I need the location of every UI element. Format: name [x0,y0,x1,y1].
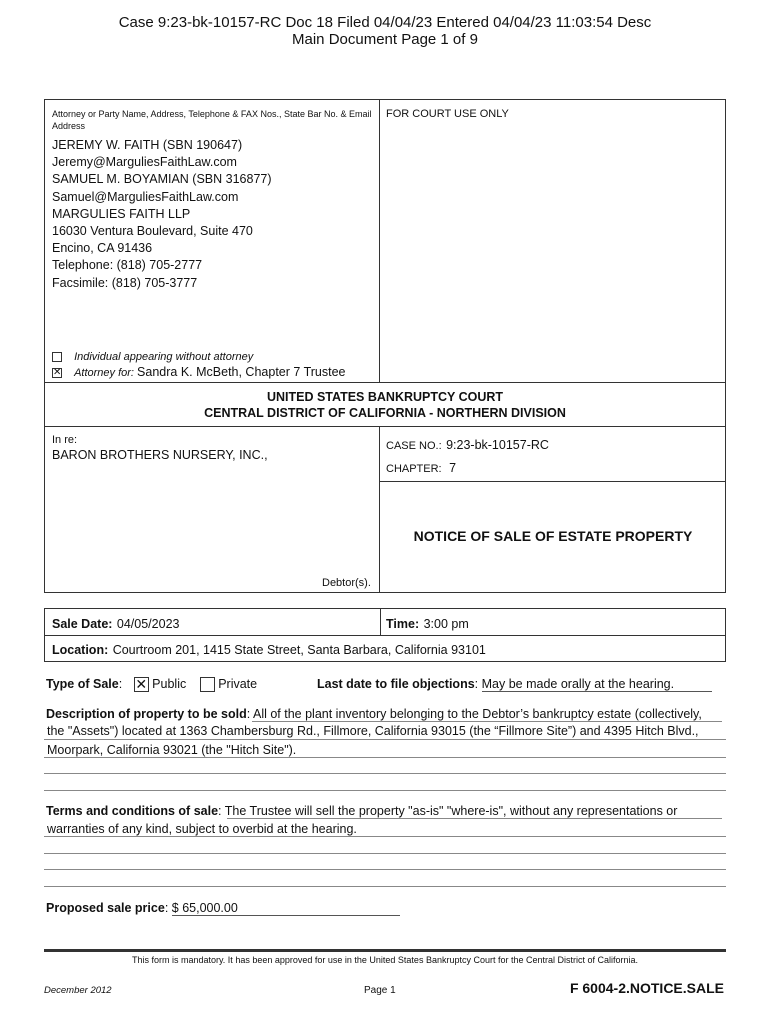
type-of-sale: Type of Sale: ✕ Public Private [46,676,258,693]
sale-location-value: Courtroom 201, 1415 State Street, Santa Barbara, California 93101 [112,643,486,657]
sale-date-label: Sale Date: [52,617,113,631]
in-re-label: In re: [52,434,78,446]
attorney-line: JEREMY W. FAITH (SBN 190647) [52,138,243,152]
attorney-for-option [52,365,346,379]
attorney-line: Samuel@MarguliesFaithLaw.com [52,189,239,204]
attorney-line: SAMUEL M. BOYAMIAN (SBN 316877) [52,172,272,187]
case-number-label: CASE NO.: [386,440,442,452]
description-label: Description of property to be sold [46,707,247,721]
sale-location [52,641,486,659]
attorney-line: Telephone: (818) 705-2777 [52,258,203,273]
case-header-line2: Main Document Page 1 of 9 [292,31,478,48]
sale-date [52,615,179,633]
chapter [386,459,456,477]
case-number-value: 9:23-bk-10157-RC [446,438,549,452]
attorney-for-value: Sandra K. McBeth, Chapter 7 Trustee [137,365,346,379]
terms-line-1: The Trustee will sell the property "as-is" "where-is", without any representations or [224,804,678,818]
attorney-for-label: Attorney for: [74,367,134,379]
form-id: F 6004-2.NOTICE.SALE [569,980,724,996]
attorney-line: Facsimile: (818) 705-3777 [52,275,198,290]
page-number: Page 1 [364,985,396,996]
notice-title: NOTICE OF SALE OF ESTATE PROPERTY [413,528,693,544]
terms-line-2: warranties of any kind, subject to overbid at the hearing. [47,822,357,836]
description-line-1: All of the plant inventory belonging to the Debtor’s bankruptcy estate (collectively, [252,707,702,721]
sale-time [386,615,469,633]
description-line-3: Moorpark, California 93021 (the "Hitch Site"). [47,743,297,757]
attorney-line: Jeremy@MarguliesFaithLaw.com [52,155,237,170]
chapter-value: 7 [449,461,457,475]
footer-rule [44,949,726,952]
court-use-label: FOR COURT USE ONLY [386,108,509,120]
attorney-info [52,137,272,292]
case-number [386,436,549,454]
debtor-label: Debtor(s). [322,577,371,589]
form-date: December 2012 [44,985,112,996]
objections-value: May be made orally at the hearing. [482,677,712,692]
terms-label: Terms and conditions of sale [46,804,219,818]
private-label: Private [218,677,258,691]
objections-label: Last date to file objections [317,677,475,691]
attorney-label: Attorney or Party Name, Address, Telephone & FAX Nos., State Bar No. & Email Address [52,109,372,131]
sale-date-value: 04/05/2023 [116,617,180,631]
attorney-line: MARGULIES FAITH LLP [52,206,191,221]
public-label: Public [152,677,187,691]
price-value: $ 65,000.00 [172,901,400,916]
court-name: UNITED STATES BANKRUPTCY COURT [266,390,504,404]
self-represented-option [52,351,253,363]
sale-location-label: Location: [52,643,109,657]
attorney-line: 16030 Ventura Boulevard, Suite 470 [52,224,253,239]
court-district: CENTRAL DISTRICT OF CALIFORNIA - NORTHERN DIVISION [204,406,566,420]
sale-time-label: Time: [386,617,420,631]
description: Description of property to be sold: All of the plant inventory belonging to the Debtor’s bankruptcy estate (collectively, [46,707,702,721]
description-line-2: the "Assets") located at 1363 Chambersburg Rd., Fillmore, California 93015 (the “Fillmore Site”) and 4395 Hitch Blvd., [47,724,699,738]
sale-time-value: 3:00 pm [423,617,469,631]
debtor-name: BARON BROTHERS NURSERY, INC., [52,448,268,462]
price-label: Proposed sale price [46,901,165,915]
type-of-sale-label: Type of Sale [46,677,119,691]
chapter-label: CHAPTER: [386,463,442,475]
attorney-for-checkbox[interactable]: ✕ [53,367,62,379]
objections-deadline: Last date to file objections: May be made orally at the hearing. [317,677,712,692]
self-represented-label: Individual appearing without attorney [74,351,254,363]
case-header-line1: Case 9:23-bk-10157-RC Doc 18 Filed 04/04/23 Entered 04/04/23 11:03:54 Desc [118,14,652,31]
terms: Terms and conditions of sale: The Trustee will sell the property "as-is" "where-is", without any representations or [46,804,678,818]
private-checkbox[interactable] [200,677,215,692]
public-checkbox[interactable]: ✕ [135,676,148,693]
attorney-line: Encino, CA 91436 [52,241,153,256]
self-represented-checkbox[interactable] [52,352,62,362]
mandatory-notice: This form is mandatory. It has been approved for use in the United States Bankruptcy Court for the Central District of California. [131,955,639,965]
proposed-price: Proposed sale price: $ 65,000.00 [46,901,400,916]
